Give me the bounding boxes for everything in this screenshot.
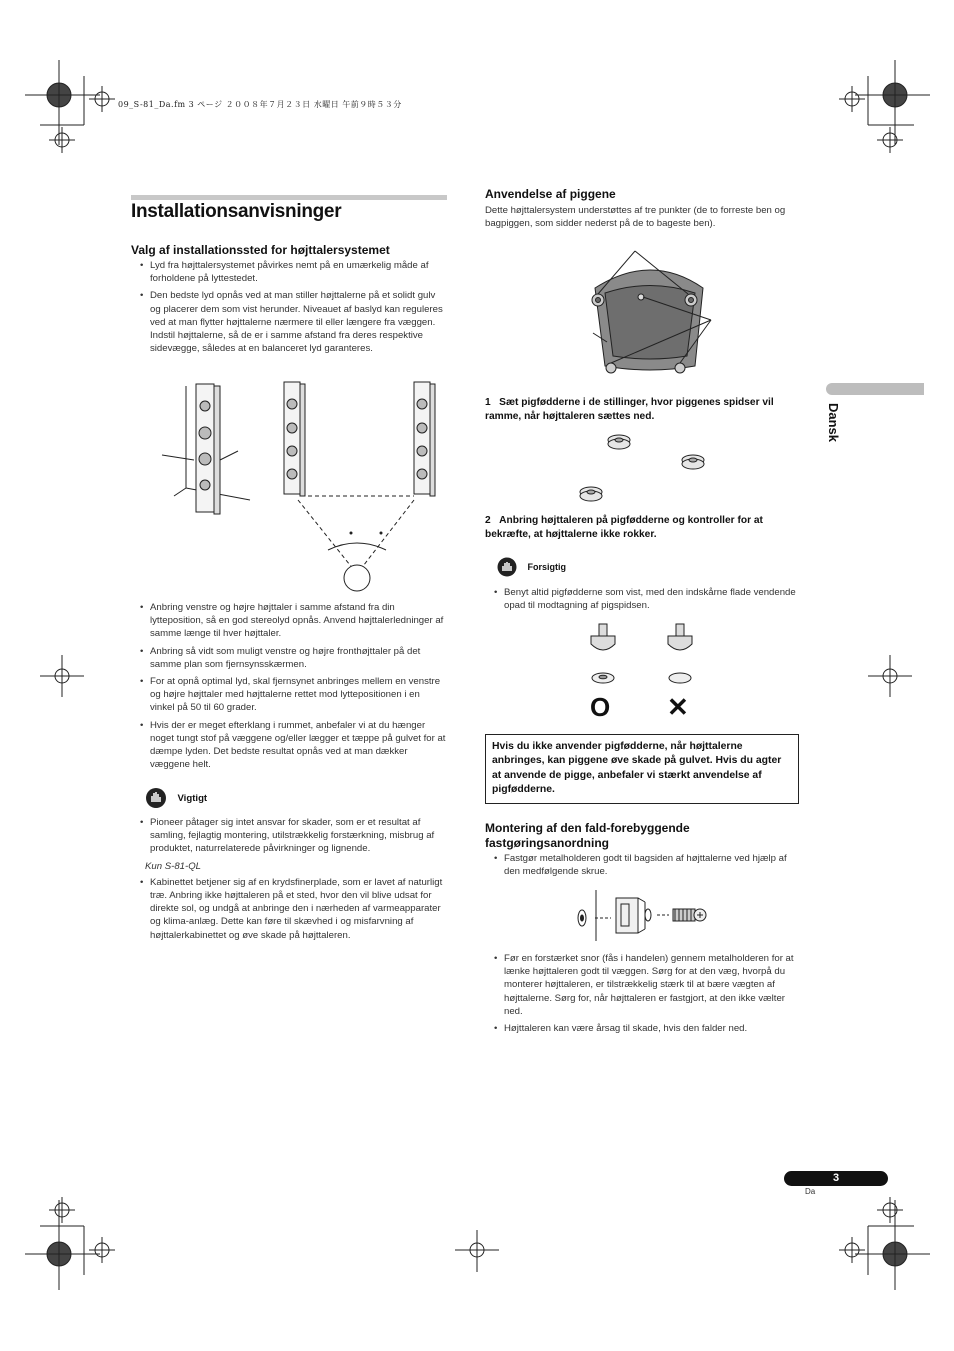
- list-item: • For at opnå optimal lyd, skal fjernsynet anbringes mellem en venstre og højre højttaler med højttalerne rettet mod lyttepositionen i en vinkel på 50 til 60 grader.: [131, 675, 447, 715]
- warning-hand-icon: [145, 787, 167, 809]
- language-tab-text: Dansk: [826, 403, 841, 443]
- language-tab-label: [826, 397, 856, 457]
- caution-hand-icon: [497, 557, 517, 577]
- cabinet-bullets: [131, 876, 447, 942]
- mount-bullets-section: [485, 952, 800, 1039]
- heading-mount: Montering af den fald-forebyggende fastgøringsanordning: [485, 821, 690, 850]
- list-item: • Anbring så vidt som muligt venstre og højre fronthøjttaler på det samme plan som fjernsynsskærmen.: [131, 645, 447, 671]
- page-title: Installationsanvisninger: [131, 201, 342, 222]
- step-2-text: Anbring højttaleren på pigfødderne og kontroller for at bekræfte, at højttalerne ikke rokker.: [485, 515, 763, 540]
- forsigtig-note: [497, 557, 566, 577]
- forsigtig-label: Forsigtig: [527, 562, 566, 572]
- list-item: • Anbring venstre og højre højttaler i samme afstand fra din lytteposition, så en god stereolyd opnås. Anvend højttalerledninger af samme længe til hver højttaler.: [131, 601, 447, 641]
- speaker-placement-illustration: [158, 378, 448, 596]
- heading-spikes: Anvendelse af piggene: [485, 187, 616, 201]
- heading-placement: Valg af installationssted for højttalersystemet: [131, 243, 390, 257]
- language-tab: [826, 383, 924, 395]
- spikes-intro: Dette højttalersystem understøttes af tre punkter (de to forreste ben og bagpiggen, som sidder nederst på de to bageste ben).: [485, 205, 786, 230]
- spike-warning-box: Hvis du ikke anvender pigfødderne, når højttalerne anbringes, kan piggene øve skade på gulvet. Hvis du agter at anvende de pigge, anbefaler vi stærkt anvendelse af pigfødderne.: [485, 734, 799, 804]
- step-1-text: Sæt pigfødderne i de stillinger, hvor piggenes spidser vil ramme, når højttaleren sættes ned.: [485, 397, 774, 422]
- list-item: • Benyt altid pigfødderne som vist, med den indskårne flade vendende opad til modtagning af pigspidsen.: [485, 586, 800, 612]
- page-language: Da: [805, 1187, 816, 1196]
- list-item: • Lyd fra højttalersystemet påvirkes nemt på en umærkelig måde af forholdene på lyttestedet.: [131, 259, 447, 285]
- step-2-number: 2: [485, 515, 491, 526]
- forsigtig-section: [485, 586, 800, 616]
- right-section-mount: [485, 821, 795, 882]
- title-bar: [131, 195, 447, 200]
- vigtigt-note: [145, 787, 207, 809]
- left-section-3: [131, 816, 451, 946]
- bracket-screw-illustration: [573, 888, 713, 943]
- speaker-base-illustration: [583, 248, 718, 380]
- list-item: • Fastgør metalholderen godt til bagsiden af højttalerne ved hjælp af den medfølgende skrue.: [485, 852, 795, 878]
- step-2: [485, 514, 800, 541]
- list-item: • Pioneer påtager sig intet ansvar for skader, som er et resultat af samling, fejlagtig montering, utilstrækkelig forstærkning, misbrug af produktet, naturrelaterede påvirkninger og lignende.: [131, 816, 447, 856]
- page-number: 3: [784, 1171, 888, 1186]
- kun-label: Kun S-81-QL: [145, 860, 201, 872]
- step-1-number: 1: [485, 397, 491, 408]
- forsigtig-bullets: [485, 586, 800, 612]
- mount-bullets-2: [485, 952, 800, 1035]
- vigtigt-bullets: [131, 816, 447, 856]
- correct-mark: O: [590, 692, 611, 722]
- mount-bullets-1: [485, 852, 795, 878]
- list-item: • Den bedste lyd opnås ved at man stiller højttalerne på et solidt gulv og placerer dem som vist herunder. Niveauet af baslyd kan reguleres ved at man flytter højttalerne nærmere til eller længere fra væggen. Indstil højttalerne, så de er i samme afstand fra deres respektive sidevægge, således at en balanceret lyd garanteres.: [131, 289, 447, 355]
- list-item: • Højttaleren kan være årsag til skade, hvis den falder ned.: [485, 1022, 800, 1035]
- left-section-2: [131, 601, 451, 775]
- placement-bullets: [131, 259, 447, 355]
- spike-pads-illustration: [575, 432, 715, 507]
- file-header-line: 09_S-81_Da.fm 3 ページ ２００８年７月２３日 水曜日 午前９時５３分: [118, 100, 402, 109]
- step-1: [485, 396, 800, 423]
- left-section-1: [131, 243, 451, 359]
- list-item: • Før en forstærket snor (fås i handelen) gennem metalholderen for at lænke højttaleren godt til væggen. Sørg for at den væg, hvorpå du monterer højttaleren, er tilstrækkelig stærk til at bære vægten af højttalerne. Sørg for, når højttaleren er fastgjort, at den ikke vælter ned.: [485, 952, 800, 1018]
- stereo-bullets: [131, 601, 447, 771]
- list-item: • Kabinettet betjener sig af en krydsfinerplade, som er lavet af naturligt træ. Anbring ikke højttaleren på et sted, hvor den vil blive udsat for direkte sol, og undgå at anbringe den i nærheden af varmeapparater og klima-anlæg. Dette kan føre til skævhed i og misfarvning af højttalerkabinettet og øve skade på højttaleren.: [131, 876, 447, 942]
- list-item: • Hvis der er meget efterklang i rummet, anbefaler vi at du hænger noget tungt stof på væggene og/eller lægger et tæppe på gulvet for at dæmpe lyden. Det bedste resultat opnås ved at man dækker væggene helt.: [131, 719, 447, 772]
- right-section-spikes: [485, 187, 795, 230]
- wrong-mark: ✕: [667, 692, 689, 722]
- vigtigt-label: Vigtigt: [177, 792, 208, 804]
